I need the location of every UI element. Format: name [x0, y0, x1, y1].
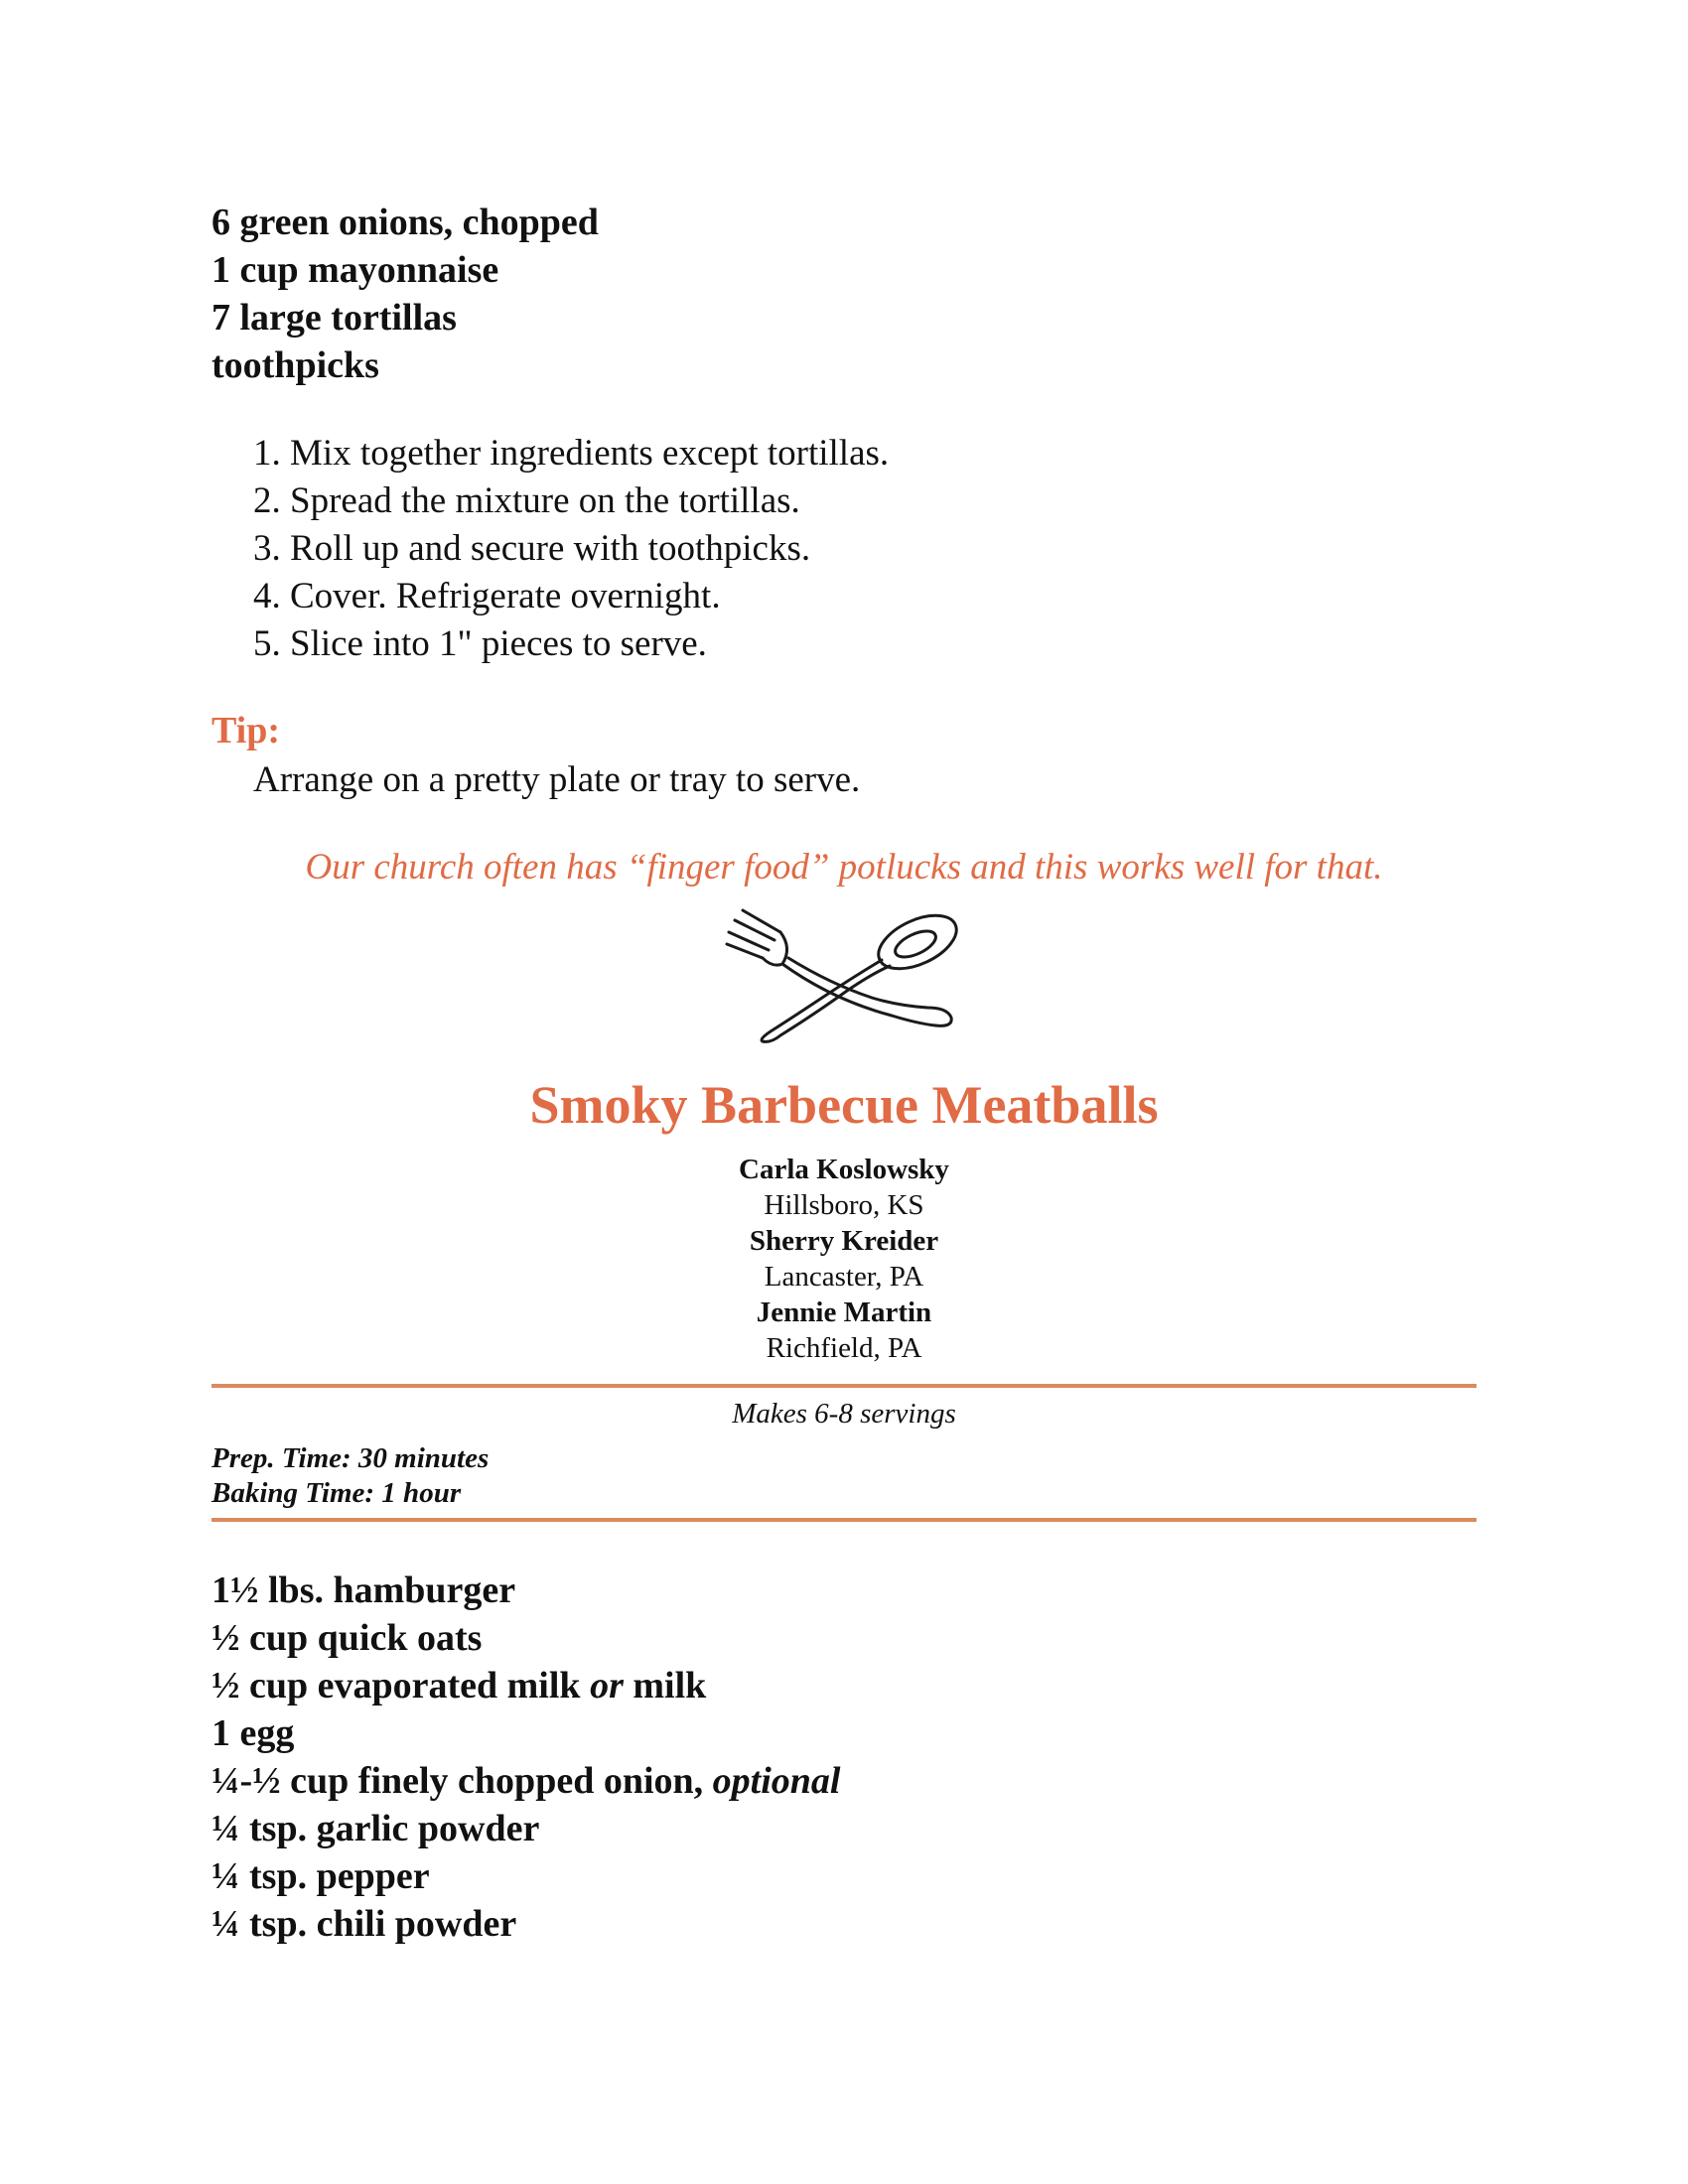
ingredient-conjunction: or: [590, 1665, 624, 1706]
contributor: [0, 1295, 1688, 1366]
divider-rule: [211, 1384, 1477, 1388]
contributor: [0, 1152, 1688, 1223]
recipe-title: Smoky Barbecue Meatballs: [529, 1075, 1159, 1135]
tip-text: Arrange on a pretty plate or tray to serve.: [253, 759, 861, 800]
recipe-quote: Our church often has “finger food” potlucks and this works well for that.: [305, 847, 1383, 887]
ingredient: ½ cup quick oats: [211, 1617, 483, 1659]
ingredient-text: ½ cup evaporated milk: [211, 1665, 591, 1706]
contributor-location: Lancaster, PA: [764, 1261, 924, 1293]
ingredient: [211, 1757, 840, 1805]
ingredient-text: milk: [623, 1665, 707, 1706]
first-recipe-ingredients: [211, 199, 599, 389]
ingredient: ¼ tsp. pepper: [211, 1855, 430, 1897]
contributor-name: Carla Koslowsky: [739, 1154, 949, 1185]
step: 2. Spread the mixture on the tortillas.: [253, 480, 800, 521]
ingredient: [211, 1662, 840, 1709]
divider-rule: [211, 1518, 1477, 1522]
ingredient: 6 green onions, chopped: [211, 202, 599, 243]
ingredient: 7 large tortillas: [211, 297, 457, 339]
contributors: [0, 1152, 1688, 1366]
contributor-name: Sherry Kreider: [749, 1225, 939, 1257]
step: 5. Slice into 1" pieces to serve.: [253, 623, 707, 664]
contributor-name: Jennie Martin: [756, 1297, 932, 1328]
tip-label: Tip:: [211, 710, 281, 751]
prep-time: Prep. Time: 30 minutes: [211, 1442, 490, 1474]
ingredient: ¼ tsp. chili powder: [211, 1903, 517, 1945]
contributor-location: Richfield, PA: [766, 1332, 922, 1364]
ingredient: toothpicks: [211, 344, 379, 386]
contributor: [0, 1223, 1688, 1295]
first-recipe-steps: [253, 430, 889, 668]
ingredient: ¼ tsp. garlic powder: [211, 1808, 540, 1849]
step: 4. Cover. Refrigerate overnight.: [253, 576, 721, 616]
ingredient: 1½ lbs. hamburger: [211, 1570, 516, 1611]
second-recipe-ingredients: [211, 1567, 840, 1948]
fork-and-spoon-icon: [723, 908, 967, 1043]
baking-time: Baking Time: 1 hour: [211, 1477, 462, 1509]
step: 3. Roll up and secure with toothpicks.: [253, 528, 811, 569]
servings: Makes 6-8 servings: [732, 1398, 956, 1430]
step: 1. Mix together ingredients except tortillas.: [253, 433, 890, 474]
recipe-times: [211, 1441, 489, 1511]
ingredient-optional: optional: [712, 1760, 841, 1802]
ingredient-text: ¼-½ cup finely chopped onion,: [211, 1760, 713, 1802]
ingredient: 1 cup mayonnaise: [211, 249, 499, 291]
ingredient: 1 egg: [211, 1712, 295, 1754]
contributor-location: Hillsboro, KS: [764, 1189, 924, 1221]
